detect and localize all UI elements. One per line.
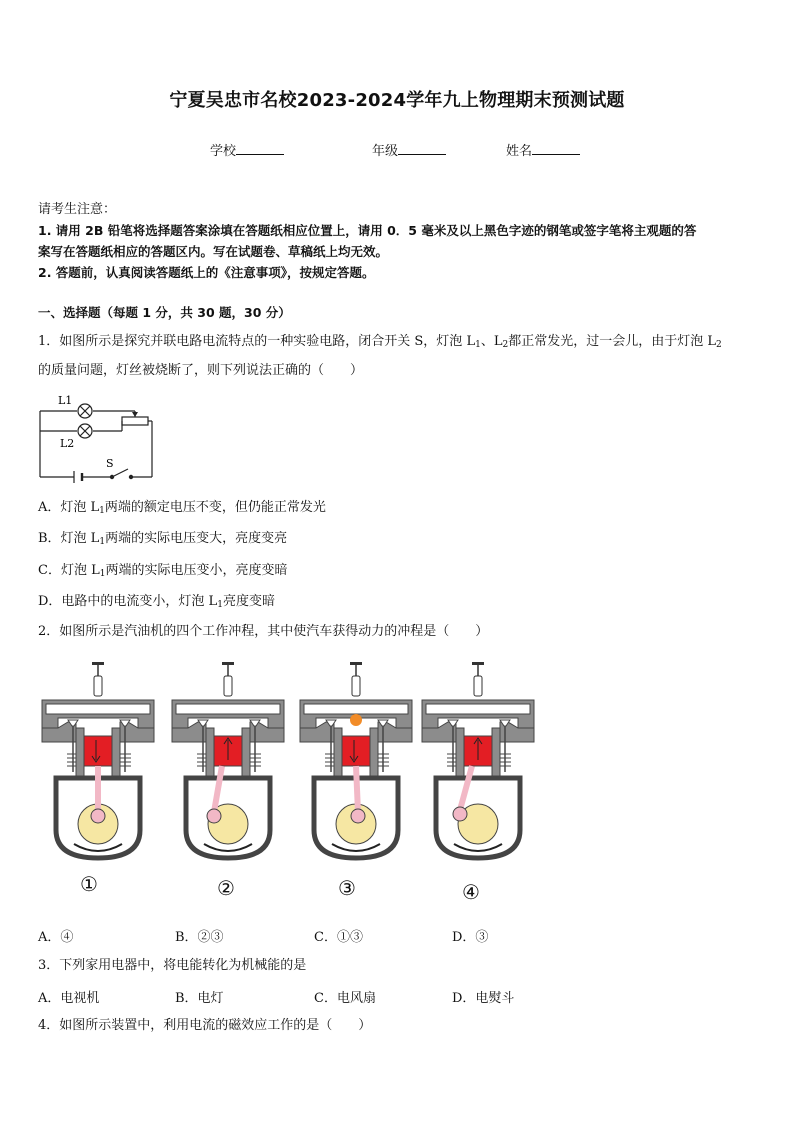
q3-option-d[interactable]: D．电熨斗 — [452, 991, 515, 1006]
engine-label-2: ② — [217, 876, 235, 900]
q2-option-d[interactable]: D．③ — [452, 930, 489, 945]
q2-option-c[interactable]: C．①③ — [314, 930, 363, 945]
q3-option-c[interactable]: C．电风扇 — [314, 991, 376, 1006]
notice-heading: 请考生注意： — [38, 202, 117, 217]
school-field — [210, 140, 284, 159]
notice-item1-line2: 案写在答题纸相应的答题区内。写在试题卷、草稿纸上均无效。 — [38, 244, 389, 259]
engine-stroke-2 — [170, 662, 288, 862]
notice-item2: 2. 答题前，认真阅读答题纸上的《注意事项》，按规定答题。 — [38, 265, 375, 280]
engine-stroke-1 — [40, 662, 158, 862]
grade-blank[interactable] — [398, 142, 446, 155]
page-title: 宁夏吴忠市名校2023-2024学年九上物理期末预测试题 — [169, 90, 625, 111]
section1-heading: 一、选择题（每题 1 分，共 30 题，30 分） — [38, 305, 291, 320]
q1-option-d[interactable]: D．电路中的电流变小，灯泡 $L_1$亮度变暗 — [38, 594, 275, 610]
notice-item1-line1: 1. 请用 2B 铅笔将选择题答案涂填在答题纸相应位置上，请用 0．5 毫米及以上黑色字迹的钢笔或签字笔将主观题的答 — [38, 223, 697, 238]
engine-label-1: ① — [80, 872, 98, 896]
q2-stem: 2．如图所示是汽油机的四个工作冲程，其中使汽车获得动力的冲程是（ ） — [38, 624, 489, 639]
engine-label-4: ④ — [462, 880, 480, 904]
q3-stem: 3．下列家用电器中，将电能转化为机械能的是 — [38, 958, 307, 973]
l2-label: L2 — [60, 437, 75, 450]
engine-label-3: ③ — [338, 876, 356, 900]
q1-stem-line1: 1．如图所示是探究并联电路电流特点的一种实验电路，闭合开关 S，灯泡 $L_1$、$L_2$都正常发光，过一会儿，由于灯泡 $L_2$ — [38, 334, 722, 350]
name-label: 姓名 — [506, 144, 533, 159]
q1-option-b[interactable]: B．灯泡 $L_1$两端的实际电压变大，亮度变亮 — [38, 531, 288, 547]
name-field — [506, 140, 580, 159]
l1-label: L1 — [58, 394, 73, 407]
switch-label: S — [106, 457, 114, 470]
q4-stem: 4．如图所示装置中，利用电流的磁效应工作的是（ ） — [38, 1018, 372, 1033]
school-label: 学校 — [210, 144, 237, 159]
engine-stroke-3 — [298, 662, 416, 862]
grade-label: 年级 — [372, 144, 399, 159]
engine-stroke-4 — [420, 662, 538, 862]
grade-field — [372, 140, 446, 159]
q1-stem-line2: 的质量问题，灯丝被烧断了，则下列说法正确的（ ） — [38, 363, 364, 378]
q1-option-a[interactable]: A．灯泡 $L_1$两端的额定电压不变，但仍能正常发光 — [38, 500, 326, 516]
q2-option-b[interactable]: B．②③ — [175, 930, 224, 945]
q2-option-a[interactable]: A．④ — [38, 930, 74, 945]
q1-option-c[interactable]: C．灯泡 $L_1$两端的实际电压变小，亮度变暗 — [38, 563, 288, 579]
q3-option-b[interactable]: B．电灯 — [175, 991, 224, 1006]
q1-circuit-diagram — [36, 393, 161, 483]
school-blank[interactable] — [236, 142, 284, 155]
q3-option-a[interactable]: A．电视机 — [38, 991, 100, 1006]
name-blank[interactable] — [532, 142, 580, 155]
